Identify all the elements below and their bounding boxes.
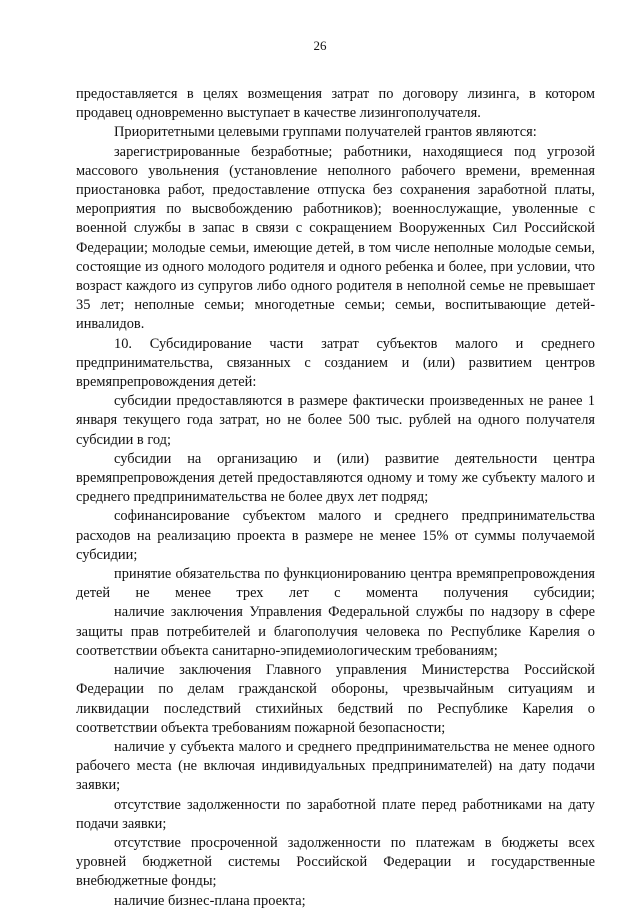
paragraph-item-10-heading: 10. Субсидирование части затрат субъектов малого и среднего предпринимательства, связанных с созданием и (или) развитием центров времяпрепровождения детей:: [76, 335, 595, 391]
page-number: 26: [313, 38, 327, 53]
paragraph-obligation: принятие обязательства по функционированию центра времяпрепровождения детей не менее трех лет с момента получения субсидии;: [76, 566, 595, 602]
paragraph-business-plan: наличие бизнес-плана проекта;: [114, 892, 306, 909]
paragraph-subsidy-amount: субсидии предоставляются в размере фактически произведенных не ранее 1 января текущего года затрат, но не более 500 тыс. рублей на одного получателя субсидии в год;: [76, 393, 595, 448]
paragraph-cofinancing: софинансирование субъектом малого и среднего предпринимательства расходов на реализацию проекта в размере не менее 15% от суммы получаемой субсидии;: [76, 508, 595, 563]
paragraph-subsidy-duration: субсидии на организацию и (или) развитие деятельности центра времяпрепровождения детей предоставляются одному и тому же субъекту малого и среднего предпринимательства не более двух лет подряд;: [76, 450, 595, 506]
paragraph-workplace-requirement: наличие у субъекта малого и среднего предпринимательства не менее одного рабочего места (не включая индивидуальных предпринимателей) на дату подачи заявки;: [76, 738, 595, 794]
paragraph-fire-safety-conclusion: наличие заключения Главного управления Министерства Российской Федерации по делам гражданской обороны, чрезвычайным ситуациям и ликвидации последствий стихийных бедствий по Республике Карелия о соответствии объекта требованиям пожарной безопасности;: [76, 662, 595, 736]
paragraph-priority-groups-list: зарегистрированные безработные; работники, находящиеся под угрозой массового увольнения (установление неполного рабочего времени, временная приостановка работ, предоставление отпуска без сохранения заработной платы, мероприятия по высвобождению работников); военнослужащие, уволенные с военной службы в запас в связи с сокращением Вооруженных Сил Российской Федерации; молодые семьи, имеющие детей, в том числе неполные молодые семьи, состоящие из одного молодого родителя и одного ребенка и более, при условии, что возраст каждого из супругов либо одного родителя в неполной семье не превышает 35 лет; неполные семьи; многодетные семьи; семьи, воспитывающие детей-инвалидов.: [76, 143, 595, 333]
paragraph-leasing-continuation: предоставляется в целях возмещения затрат по договору лизинга, в котором продавец одновременно выступает в качестве лизингополучателя.: [76, 86, 595, 122]
document-body: [76, 85, 595, 911]
paragraph-no-wage-arrears: отсутствие задолженности по заработной плате перед работниками на дату подачи заявки;: [76, 796, 595, 832]
paragraph-no-budget-arrears: отсутствие просроченной задолженности по платежам в бюджеты всех уровней бюджетной системы Российской Федерации и государственные внебюджетные фонды;: [76, 834, 595, 890]
paragraph-priority-groups-intro: Приоритетными целевыми группами получателей грантов являются:: [114, 124, 537, 141]
paragraph-sanitary-conclusion: наличие заключения Управления Федеральной службы по надзору в сфере защиты прав потребителей и благополучия человека по Республике Карелия о соответствии объекта санитарно-эпидемиологическим требованиям;: [76, 604, 595, 659]
